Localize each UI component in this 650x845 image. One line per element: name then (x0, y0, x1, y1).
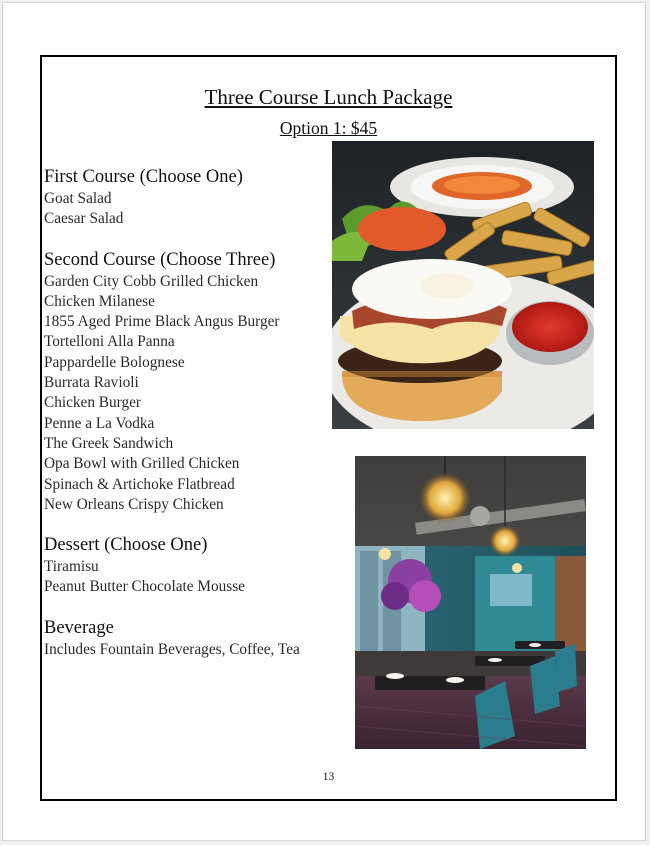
menu-item: Goat Salad (44, 190, 112, 207)
course-section-second (44, 249, 344, 516)
course-menu (44, 166, 344, 679)
menu-item: Caesar Salad (44, 210, 124, 228)
menu-item: Spinach & Artichoke Flatbread (44, 475, 235, 493)
document-page (2, 2, 646, 841)
course-section-dessert (44, 534, 344, 598)
menu-item: Garden City Cobb Grilled Chicken (44, 272, 259, 290)
menu-item: New Orleans Crispy Chicken (44, 495, 224, 513)
menu-item: Pappardelle Bolognese (44, 353, 185, 371)
menu-item: Burrata Ravioli (44, 374, 139, 392)
burger-photo (332, 141, 594, 429)
menu-item: Chicken Milanese (44, 292, 155, 310)
page-border-frame (40, 55, 617, 801)
menu-item: Includes Fountain Beverages, Coffee, Tea (44, 640, 300, 658)
menu-item: Tiramisu (44, 558, 99, 576)
menu-item: Peanut Butter Chocolate Mousse (44, 578, 245, 596)
menu-item: Opa Bowl with Grilled Chicken (44, 455, 240, 473)
menu-item: The Greek Sandwich (44, 434, 174, 452)
menu-item: Chicken Burger (44, 394, 142, 412)
menu-item: Tortelloni Alla Panna (44, 333, 175, 351)
menu-item: 1855 Aged Prime Black Angus Burger (44, 313, 280, 331)
menu-item: Penne a La Vodka (44, 414, 155, 432)
course-heading: Second Course (Choose Three) (44, 249, 276, 270)
package-option-price: Option 1: $45 (279, 118, 378, 138)
course-section-first (44, 166, 344, 230)
course-heading: Beverage (44, 617, 114, 638)
page-title: Three Course Lunch Package (204, 85, 453, 109)
restaurant-interior-photo (355, 456, 586, 749)
course-heading: First Course (Choose One) (44, 167, 243, 187)
page-number: 13 (322, 771, 335, 783)
course-heading: Dessert (Choose One) (44, 535, 208, 556)
course-section-beverage (44, 617, 344, 660)
